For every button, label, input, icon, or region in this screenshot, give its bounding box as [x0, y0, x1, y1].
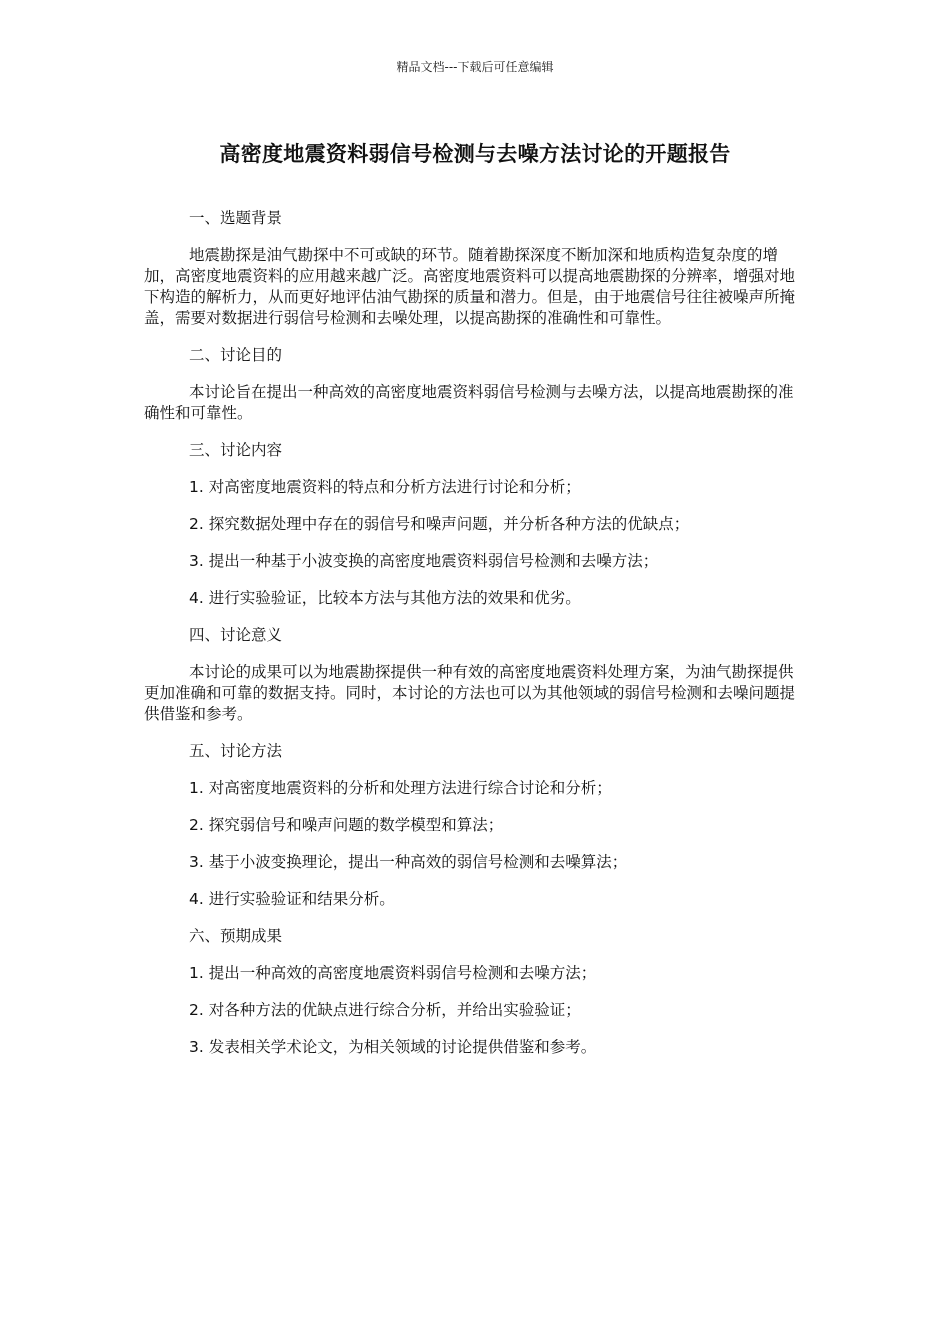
document-body: [144, 208, 804, 1074]
body-paragraph: 本讨论旨在提出一种高效的高密度地震资料弱信号检测与去噪方法，以提高地震勘探的准确性和可靠性。: [144, 383, 794, 422]
list-item: 4. 进行实验验证，比较本方法与其他方法的效果和优劣。: [189, 589, 581, 607]
list-item: 4. 进行实验验证和结果分析。: [189, 890, 395, 908]
body-paragraph: 地震勘探是油气勘探中不可或缺的环节。随着勘探深度不断加深和地质构造复杂度的增加，高密度地震资料的应用越来越广泛。高密度地震资料可以提高地震勘探的分辨率，增强对地下构造的解析力，从而更好地评估油气勘探的质量和潜力。但是，由于地震信号往往被噪声所掩盖，需要对数据进行弱信号检测和去噪处理，以提高勘探的准确性和可靠性。: [144, 246, 796, 327]
list-item: 3. 基于小波变换理论，提出一种高效的弱信号检测和去噪算法；: [189, 853, 628, 871]
document-title: 高密度地震资料弱信号检测与去噪方法讨论的开题报告: [219, 142, 731, 166]
list-item: 1. 对高密度地震资料的特点和分析方法进行讨论和分析；: [189, 478, 581, 496]
list-item: 1. 对高密度地震资料的分析和处理方法进行综合讨论和分析；: [189, 779, 612, 797]
section-heading: 五、讨论方法: [189, 742, 283, 760]
section-heading: 二、讨论目的: [189, 346, 283, 364]
list-item: 3. 提出一种基于小波变换的高密度地震资料弱信号检测和去噪方法；: [189, 552, 659, 570]
body-paragraph: 本讨论的成果可以为地震勘探提供一种有效的高密度地震资料处理方案，为油气勘探提供更加准确和可靠的数据支持。同时，本讨论的方法也可以为其他领域的弱信号检测和去噪问题提供借鉴和参考。: [144, 663, 796, 723]
list-item: 2. 对各种方法的优缺点进行综合分析，并给出实验验证；: [189, 1001, 581, 1019]
section-heading: 三、讨论内容: [189, 441, 283, 459]
section-heading: 四、讨论意义: [189, 626, 283, 644]
section-heading: 六、预期成果: [189, 927, 283, 945]
section-heading: 一、选题背景: [189, 209, 283, 227]
page-header: 精品文档---下载后可任意编辑: [396, 60, 554, 74]
list-item: 2. 探究弱信号和噪声问题的数学模型和算法；: [189, 816, 504, 834]
list-item: 1. 提出一种高效的高密度地震资料弱信号检测和去噪方法；: [189, 964, 597, 982]
list-item: 3. 发表相关学术论文，为相关领域的讨论提供借鉴和参考。: [189, 1038, 597, 1056]
list-item: 2. 探究数据处理中存在的弱信号和噪声问题，并分析各种方法的优缺点；: [189, 515, 690, 533]
